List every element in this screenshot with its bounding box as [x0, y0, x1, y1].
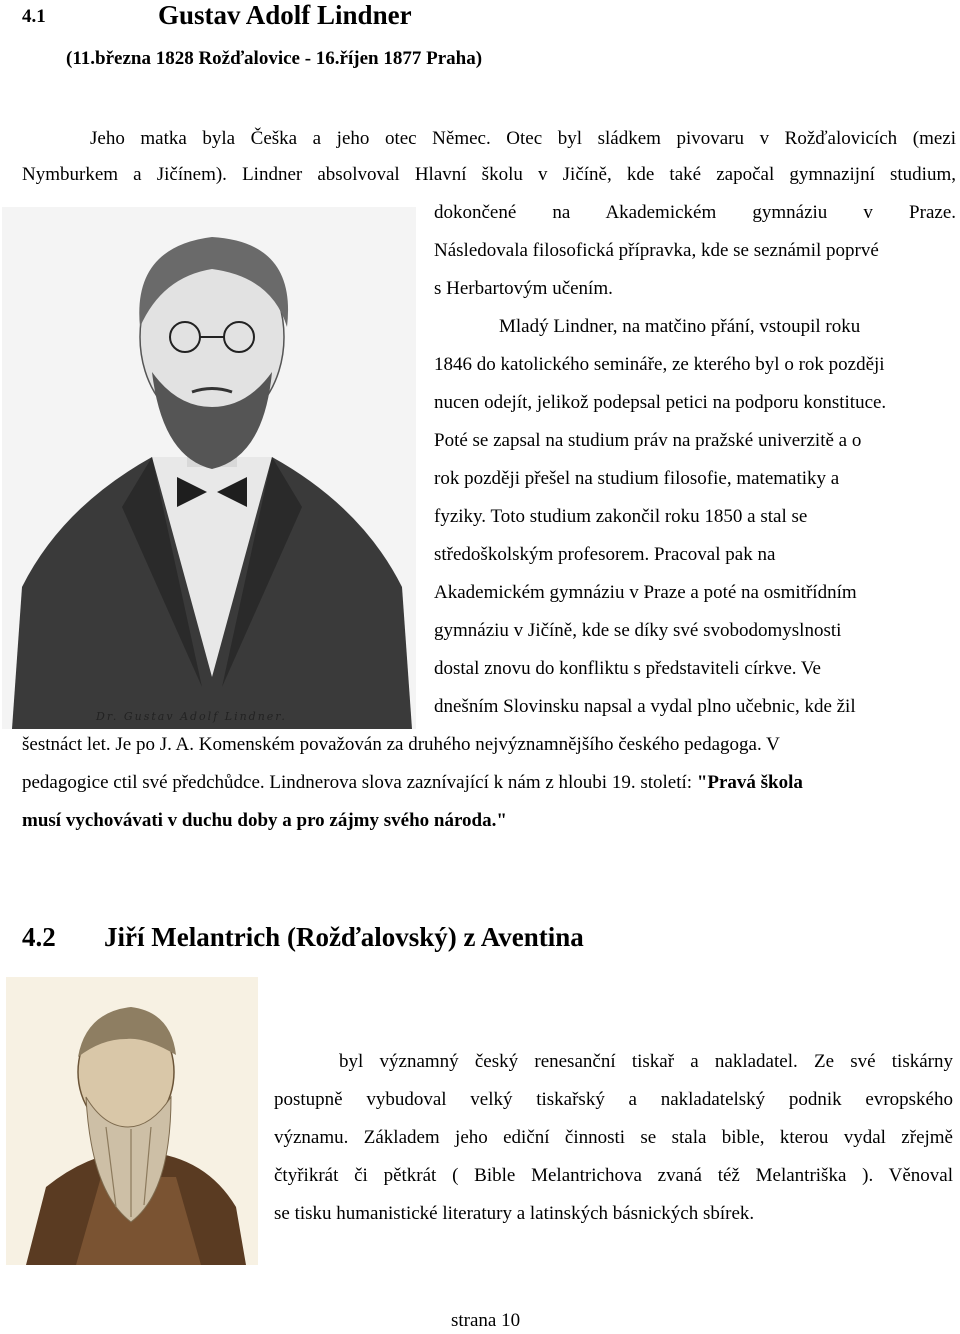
paragraph-line: Akademickém gymnáziu v Praze a poté na osmitřídním [434, 582, 857, 603]
paragraph-line: 1846 do katolického semináře, ze kterého byl o rok později [434, 354, 885, 375]
paragraph-line: fyziky. Toto studium zakončil roku 1850 a stal se [434, 506, 808, 527]
paragraph-line: Mladý Lindner, na matčino přání, vstoupil roku [499, 316, 861, 337]
section-subtitle: (11.března 1828 Rožďalovice - 16.říjen 1877 Praha) [66, 48, 483, 69]
paragraph-line: gymnáziu v Jičíně, kde se díky své svobodomyslnosti [434, 620, 842, 641]
paragraph-line: Poté se zapsal na studium práv na pražské univerzitě a o [434, 430, 862, 451]
paragraph-line: Nymburkem a Jičínem). Lindner absolvoval Hlavní školu v Jičíně, kde také započal gymnazijní studium, [22, 164, 956, 185]
paragraph-line: rok později přešel na studium filosofie, matematiky a [434, 468, 840, 489]
quote-text: musí vychovávati v duchu doby a pro zájmy svého národa." [22, 810, 507, 831]
paragraph-line: Jeho matka byla Češka a jeho otec Němec. Otec byl sládkem pivovaru v Rožďalovicích (mezi [90, 128, 956, 149]
paragraph-line: středoškolským profesorem. Pracoval pak na [434, 544, 776, 565]
quote-text: "Pravá škola [696, 772, 803, 793]
portrait-caption: Dr. Gustav Adolf Lindner. [96, 710, 287, 723]
section-number: 4.1 [22, 6, 46, 27]
section-title: Gustav Adolf Lindner [158, 0, 412, 30]
portrait-melantrich-drawing [6, 977, 258, 1265]
portrait-lindner-drawing [2, 207, 416, 729]
paragraph-line: významu. Základem jeho ediční činnosti se stala bible, kterou vydal zřejmě [274, 1127, 953, 1148]
paragraph-line: postupně vybudoval velký tiskařský a nakladatelský podnik evropského [274, 1089, 953, 1110]
paragraph-line: dostal znovu do konfliktu s představiteli církve. Ve [434, 658, 821, 679]
paragraph-line: dokončené na Akademickém gymnáziu v Praze. [434, 202, 956, 223]
paragraph-line: dnešním Slovinsku napsal a vydal plno učebnic, kde žil [434, 696, 856, 717]
paragraph-line: byl významný český renesanční tiskař a nakladatel. Ze své tiskárny [339, 1051, 953, 1072]
paragraph-text: pedagogice ctil své předchůdce. Lindnerova slova zaznívající k nám z hloubi 19. století: [22, 772, 697, 793]
portrait-lindner [2, 207, 416, 729]
portrait-melantrich [6, 977, 258, 1265]
paragraph-line: šestnáct let. Je po J. A. Komenském považován za druhého nejvýznamnějšího českého pedagoga. V [22, 734, 780, 755]
paragraph-line: Následovala filosofická přípravka, kde se seznámil poprvé [434, 240, 879, 261]
paragraph-line: nucen odejít, jelikož podepsal petici na podporu konstituce. [434, 392, 887, 413]
paragraph-line [22, 771, 803, 795]
paragraph-line: s Herbartovým učením. [434, 278, 613, 299]
paragraph-line: čtyřikrát či pětkrát ( Bible Melantrichova zvaná též Melantriška ). Věnoval [274, 1165, 953, 1186]
page-number: strana 10 [451, 1310, 521, 1331]
paragraph-line: se tisku humanistické literatury a latinských básnických sbírek. [274, 1203, 755, 1224]
section-title: Jiří Melantrich (Rožďalovský) z Aventina [104, 922, 584, 952]
section-number: 4.2 [22, 922, 56, 952]
